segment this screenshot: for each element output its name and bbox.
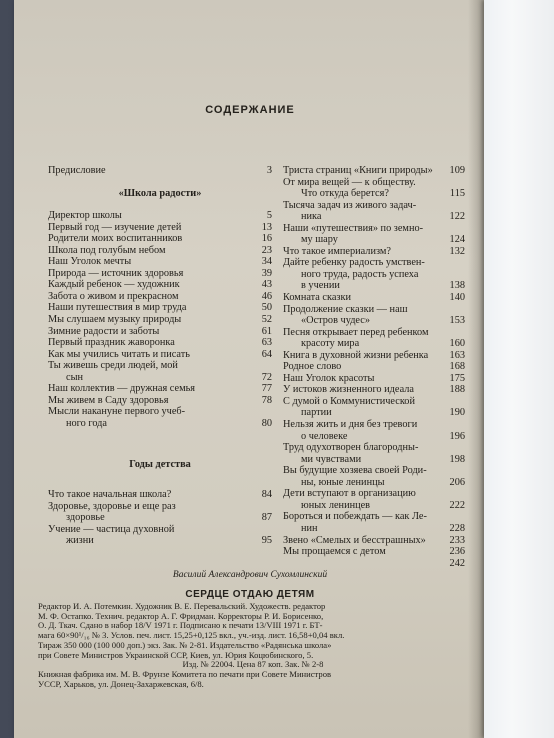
toc-page-number: 109 <box>449 165 465 176</box>
toc-entry <box>48 383 272 395</box>
toc-entry-line: Триста страниц «Книги природы» <box>283 165 433 176</box>
toc-entry <box>283 361 465 373</box>
toc-entry-title <box>283 177 465 200</box>
toc-entry-line: Как мы учились читать и писать <box>48 348 190 360</box>
toc-page-number: 132 <box>449 245 465 257</box>
toc-entry <box>48 406 272 429</box>
toc-page-number: 163 <box>449 349 465 361</box>
toc-entry-title <box>283 442 465 465</box>
toc-entry-line: Здоровье, здоровье и еще раз <box>48 500 176 512</box>
toc-page-number: 61 <box>261 325 272 337</box>
toc-entry <box>48 360 272 383</box>
toc-entry-title <box>48 268 272 280</box>
toc-entry-title <box>283 384 465 396</box>
imprint-line: Изд. № 22004. Цена 87 коп. Зак. № 2-8 <box>182 660 324 670</box>
toc-entry-line: Наш коллектив — дружная семья <box>48 383 196 395</box>
imprint-line: УССР, Харьков, ул. Донец-Захаржевская, 6/8. <box>38 679 204 689</box>
toc-page-number: 206 <box>449 476 465 488</box>
toc-entry-title <box>48 291 272 303</box>
toc-entry-line: в учении <box>301 280 340 292</box>
contents-heading: СОДЕРЖАНИЕ <box>205 104 295 116</box>
toc-entry-title <box>48 245 272 257</box>
toc-entry-line: Звено «Смелых и бесстрашных» <box>283 534 426 546</box>
toc-entry-title <box>48 314 272 326</box>
toc-entry-title <box>283 465 465 488</box>
toc-entry-line: сын <box>66 371 83 383</box>
toc-page-number: 168 <box>449 361 465 373</box>
toc-page-number: 80 <box>261 417 272 429</box>
toc-entry-title <box>48 302 272 314</box>
toc-entry-line: Наш Уголок красоты <box>283 372 375 384</box>
toc-entry-title <box>283 223 465 246</box>
toc-entry-line: ного года <box>66 417 107 429</box>
toc-entry-title <box>283 373 465 385</box>
toc-page-number: 242 <box>449 557 465 569</box>
toc-entry-title <box>48 406 272 429</box>
toc-page-number: 87 <box>261 512 272 524</box>
toc-page-number: 78 <box>261 394 272 406</box>
toc-entry <box>48 233 272 245</box>
toc-page-number: 222 <box>449 499 465 511</box>
section-heading: Годы детства <box>129 459 191 471</box>
toc-entry-line: ного труда, радость успеха <box>301 268 419 280</box>
toc-entry-title <box>48 256 272 268</box>
toc-page-number: 95 <box>261 535 272 547</box>
toc-entry-title <box>283 361 465 373</box>
toc-entry <box>48 337 272 349</box>
toc-entry-title <box>48 165 272 177</box>
toc-entry-line <box>283 558 443 570</box>
imprint-line: при Совете Министров Украинской ССР, Киев, ул. Юрия Коцюбинского, 5. <box>38 650 314 660</box>
toc-entry-line: Что такое начальная школа? <box>48 489 172 501</box>
toc-entry-line: Дайте ребенку радость умствен- <box>283 257 425 269</box>
toc-entry <box>283 292 465 304</box>
toc-page-number: 23 <box>261 244 272 256</box>
toc-entry-title <box>283 396 465 419</box>
toc-page-number: 233 <box>449 534 465 546</box>
toc-entry <box>283 384 465 396</box>
toc-entry-line: Учение — частица духовной <box>48 523 175 535</box>
toc-entry <box>283 223 465 246</box>
toc-entry-line: Мы живем в Саду здоровья <box>48 394 169 406</box>
toc-entry-line: ника <box>301 211 322 223</box>
toc-entry <box>48 165 272 177</box>
toc-entry-line: Природа — источник здоровья <box>48 267 184 279</box>
toc-page-number: 16 <box>261 233 272 245</box>
toc-entry-title <box>48 326 272 338</box>
toc-entry <box>283 200 465 223</box>
toc-entry-line: ми чувствами <box>301 453 362 465</box>
imprint-line: Книжная фабрика им. М. В. Фрунзе Комитета по печати при Совете Министров <box>38 669 332 679</box>
toc-entry <box>283 511 465 534</box>
contents-right-column <box>283 165 465 569</box>
toc-entry <box>48 395 272 407</box>
toc-entry <box>283 177 465 200</box>
toc-entry-line: Песня открывает перед ребенком <box>283 326 429 338</box>
toc-entry <box>48 302 272 314</box>
toc-entry-title <box>283 546 465 558</box>
toc-page-number: 77 <box>261 383 272 395</box>
toc-entry-line: С думой о Коммунистической <box>283 395 415 407</box>
toc-page-number: 228 <box>449 522 465 534</box>
imprint-line: мага 60×90¹/₁₆ № 3. Услов. печ. лист. 15,25+0,125 вкл., уч.-изд. лист. 16,58+0,04 вкл. <box>38 631 345 641</box>
spacer <box>48 471 272 489</box>
toc-entry-line: Наши путешествия в мир труда <box>48 302 187 314</box>
section-heading: «Школа радости» <box>118 187 202 199</box>
toc-entry-line: Директор школы <box>48 210 122 222</box>
toc-page-number: 34 <box>261 256 272 268</box>
toc-entry-line: Наши «путешествия» по земно- <box>283 222 424 234</box>
toc-entry-line: партии <box>301 407 332 419</box>
toc-page-number: 196 <box>449 430 465 442</box>
toc-entry-title <box>48 524 272 547</box>
toc-entry-line: Первый праздник жаворонка <box>48 337 175 349</box>
toc-entry-line: Труд одухотворен благородны- <box>283 442 419 454</box>
toc-page-number: 124 <box>449 234 465 246</box>
toc-entry <box>48 256 272 268</box>
toc-page-number: 115 <box>449 188 465 200</box>
toc-page-number: 236 <box>449 546 465 558</box>
toc-entry-title <box>48 222 272 234</box>
toc-entry-title <box>283 200 465 223</box>
toc-entry <box>283 442 465 465</box>
toc-entry <box>48 349 272 361</box>
toc-entry-title <box>283 350 465 362</box>
toc-entry-title <box>48 349 272 361</box>
imprint-line: О. Д. Ткач. Сдано в набор 18/V 1971 г. Подписано к печати 13/VIII 1971 г. БТ- <box>38 621 323 631</box>
toc-entry <box>48 210 272 222</box>
toc-page-number: 52 <box>261 314 272 326</box>
toc-entry-line: Наш Уголок мечты <box>48 256 132 268</box>
toc-page-number: 188 <box>449 384 465 396</box>
toc-entry-line: красоту мира <box>301 338 360 350</box>
toc-page-number: 84 <box>261 489 272 501</box>
toc-entry <box>48 489 272 501</box>
toc-entry-title <box>283 165 465 177</box>
toc-page-number: 198 <box>449 453 465 465</box>
toc-entry-title <box>48 210 272 222</box>
toc-entry <box>283 488 465 511</box>
toc-entry <box>283 246 465 258</box>
toc-entry-line: здоровье <box>66 512 105 524</box>
toc-entry-title <box>48 360 272 383</box>
toc-entry-title <box>283 246 465 258</box>
toc-entry-line: Комната сказки <box>283 292 351 304</box>
toc-entry-title <box>48 383 272 395</box>
toc-entry <box>283 165 465 177</box>
imprint-line: Тираж 350 000 (100 000 доп.) экз. Зак. № 2-81. Издательство «Радянська школа» <box>38 640 332 650</box>
toc-page-number: 39 <box>261 267 272 279</box>
toc-entry <box>48 245 272 257</box>
toc-entry <box>283 257 465 292</box>
toc-page-number: 64 <box>261 348 272 360</box>
imprint-block <box>38 602 468 689</box>
toc-page-number: 3 <box>266 165 272 176</box>
toc-entry-title <box>48 337 272 349</box>
toc-entry-line: Мы прощаемся с детом <box>283 546 386 558</box>
toc-entry <box>283 558 465 570</box>
toc-entry-title <box>283 558 465 570</box>
toc-entry <box>283 419 465 442</box>
toc-entry <box>48 291 272 303</box>
toc-entry <box>283 350 465 362</box>
toc-page-number: 13 <box>261 221 272 233</box>
toc-entry-title <box>283 419 465 442</box>
toc-entry-line: Вы будущие хозяева своей Роди- <box>283 465 427 477</box>
spacer <box>48 199 272 210</box>
toc-entry <box>48 268 272 280</box>
toc-entry-line: жизни <box>66 535 94 547</box>
toc-page-number: 63 <box>261 337 272 349</box>
toc-entry-title <box>48 233 272 245</box>
toc-entry-line: Нельзя жить и дня без тревоги <box>283 419 418 431</box>
toc-page-number: 153 <box>449 315 465 327</box>
book-title: СЕРДЦЕ ОТДАЮ ДЕТЯМ <box>185 589 315 600</box>
toc-entry-line: Ты живешь среди людей, мой <box>48 360 178 372</box>
toc-entry-line: Книга в духовной жизни ребенка <box>283 349 429 361</box>
toc-entry-title <box>48 501 272 524</box>
toc-entry-title <box>283 488 465 511</box>
toc-entry <box>48 524 272 547</box>
toc-entry-line: Продолжение сказки — наш <box>283 303 408 315</box>
imprint-line: Редактор И. А. Потемкин. Художник В. Е. Перевальский. Художеств. редактор <box>38 602 326 611</box>
toc-entry-title <box>48 279 272 291</box>
toc-page-number: 50 <box>261 302 272 314</box>
toc-entry <box>283 546 465 558</box>
toc-entry-line: Мысли накануне первого учеб- <box>48 406 186 418</box>
toc-entry <box>283 327 465 350</box>
toc-entry-line: му шару <box>301 234 338 246</box>
toc-entry <box>283 396 465 419</box>
toc-entry-line: Забота о живом и прекрасном <box>48 290 179 302</box>
toc-entry-title <box>283 304 465 327</box>
toc-page-number: 175 <box>449 372 465 384</box>
toc-entry-line: Зимние радости и заботы <box>48 325 160 337</box>
toc-entry-line: «Остров чудес» <box>301 315 370 327</box>
toc-entry <box>283 465 465 488</box>
toc-entry-title <box>283 511 465 534</box>
toc-page-number: 122 <box>449 211 465 223</box>
toc-entry-title <box>48 395 272 407</box>
spacer <box>48 177 272 188</box>
toc-entry-title <box>283 327 465 350</box>
toc-entry-line: Родное слово <box>283 361 342 373</box>
toc-page-number: 72 <box>261 371 272 383</box>
toc-entry-line: Мы слушаем музыку природы <box>48 314 182 326</box>
adjacent-page <box>484 0 554 738</box>
toc-page-number: 43 <box>261 279 272 291</box>
toc-entry-title <box>283 257 465 292</box>
toc-page-number: 138 <box>449 280 465 292</box>
toc-entry-title <box>283 292 465 304</box>
toc-page-number: 46 <box>261 290 272 302</box>
toc-entry-line: Первый год — изучение детей <box>48 221 182 233</box>
toc-page-number: 5 <box>266 210 272 222</box>
toc-entry <box>48 279 272 291</box>
toc-entry <box>48 326 272 338</box>
imprint-line: М. Ф. Остапко. Технич. редактор А. Г. Фридман. Корректоры Р. И. Борисенко, <box>38 611 324 621</box>
toc-entry-line: Тысяча задач из живого задач- <box>283 199 417 211</box>
toc-entry <box>48 222 272 234</box>
toc-entry-line: Родители моих воспитанников <box>48 233 183 245</box>
toc-entry-line: юных ленинцев <box>301 499 371 511</box>
author-name: Василий Александрович Сухомлинский <box>172 570 328 580</box>
toc-entry-line: Бороться и побеждать — как Ле- <box>283 511 427 523</box>
toc-entry-line: Что такое империализм? <box>283 245 391 257</box>
toc-entry-line: Школа под голубым небом <box>48 244 166 256</box>
toc-entry-line: о человеке <box>301 430 348 442</box>
toc-entry-line: От мира вещей — к обществу. <box>283 176 416 188</box>
toc-entry-line: Что откуда берется? <box>301 188 389 200</box>
toc-entry-title <box>48 489 272 501</box>
toc-page-number: 160 <box>449 338 465 350</box>
toc-entry-line: Каждый ребенок — художник <box>48 279 180 291</box>
toc-entry-line: Предисловие <box>48 165 106 176</box>
toc-entry-line: нин <box>301 522 318 534</box>
toc-entry-title <box>283 535 465 547</box>
spacer <box>48 429 272 459</box>
toc-entry-line: У истоков жизненного идеала <box>283 384 414 396</box>
toc-entry-line: ны, юные ленинцы <box>301 476 385 488</box>
toc-page-number: 190 <box>449 407 465 419</box>
toc-entry <box>48 501 272 524</box>
contents-left-column <box>48 165 272 547</box>
toc-entry <box>283 304 465 327</box>
toc-entry <box>48 314 272 326</box>
toc-entry-line: Дети вступают в организацию <box>283 488 416 500</box>
toc-entry <box>283 373 465 385</box>
toc-entry <box>283 535 465 547</box>
toc-page-number: 140 <box>449 292 465 304</box>
